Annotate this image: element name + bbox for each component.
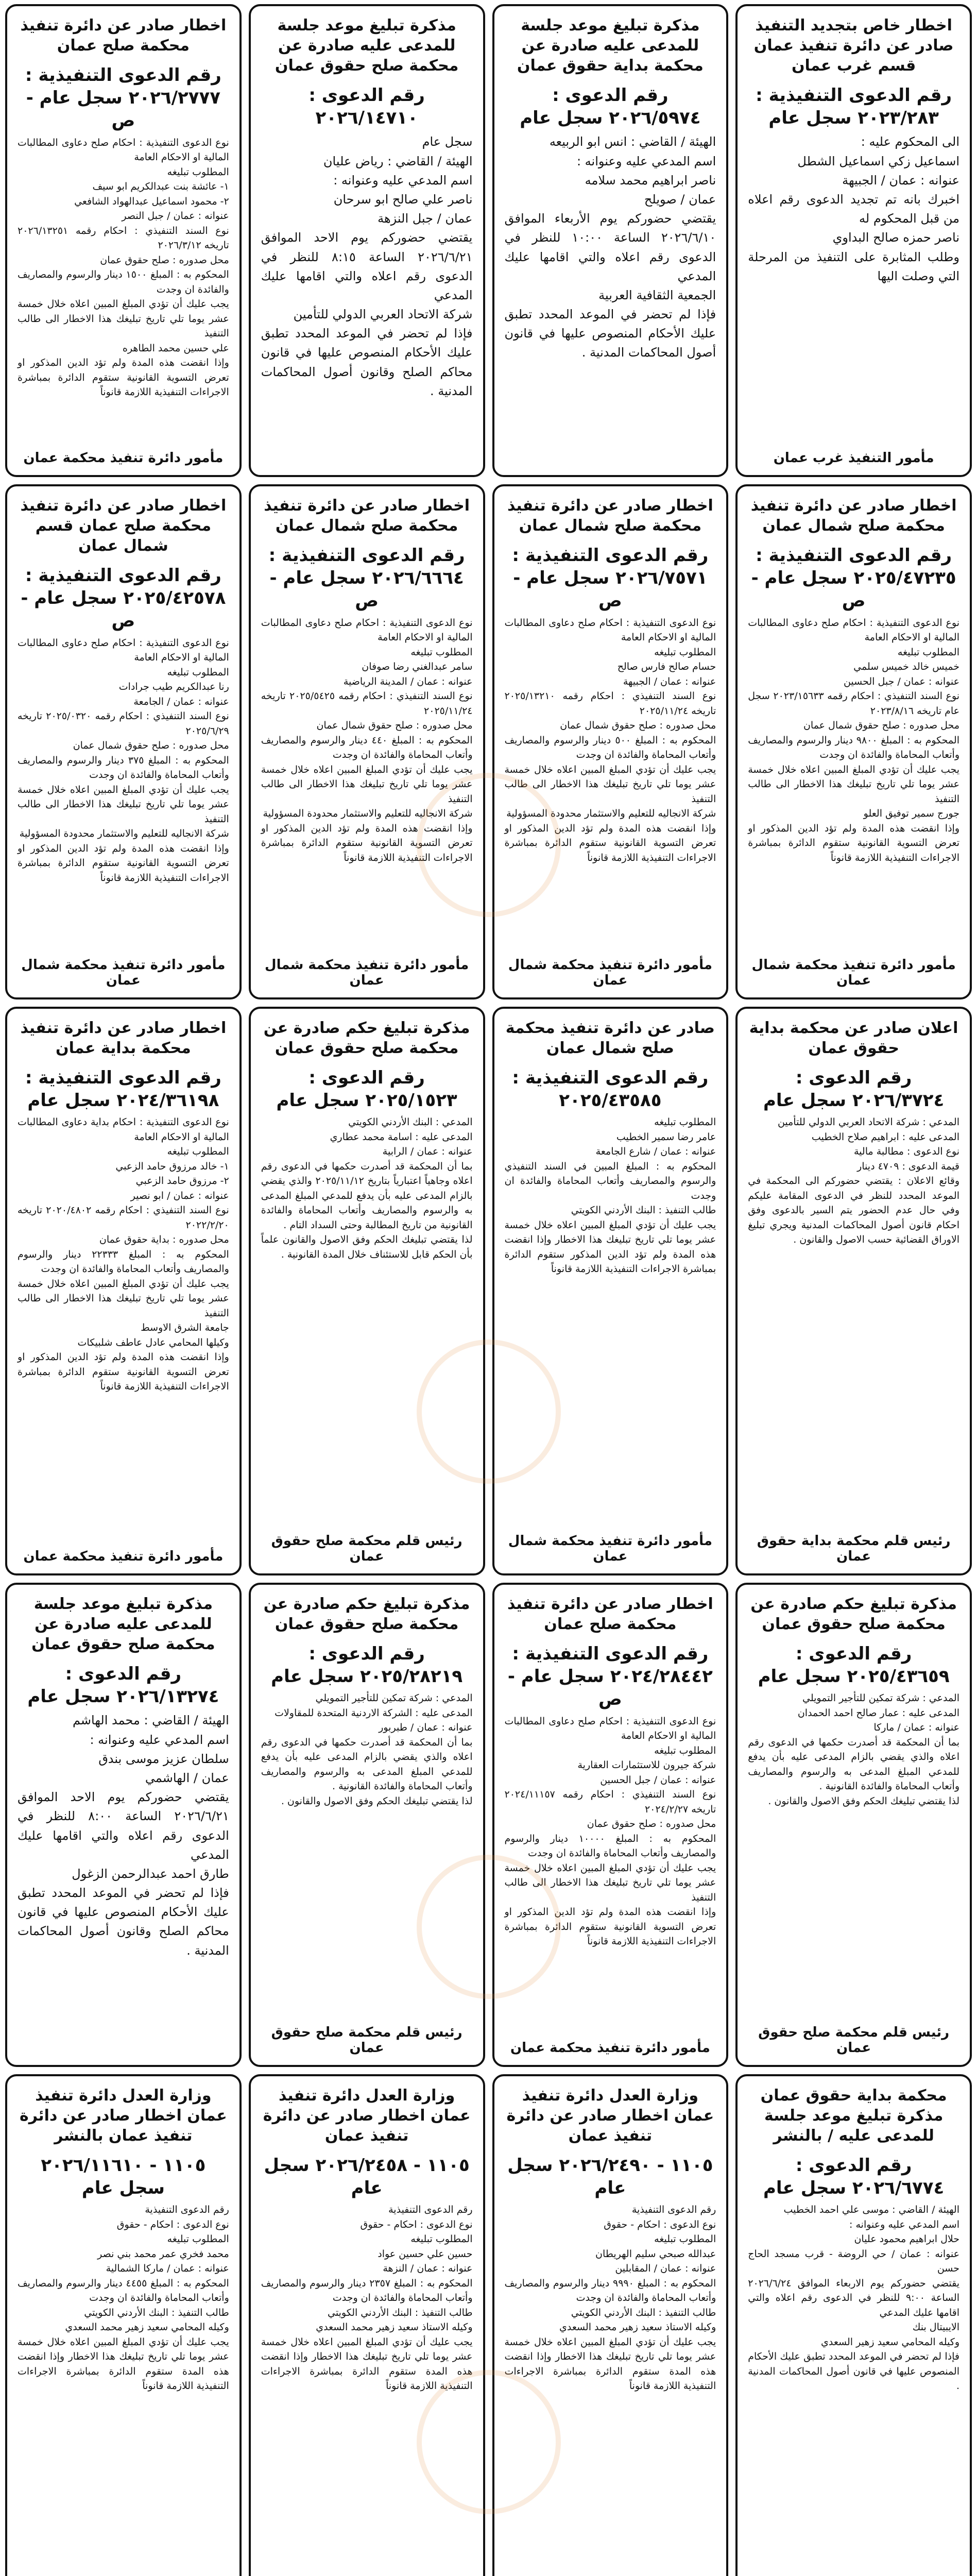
notice-box [5,4,242,477]
notice-body: المدعي : شركة تمكين للتأجير التمويلي المدعى عليه : عمار صالح احمد الحمدان عنوانه : عمان / ماركا بما أن المحكمة قد أصدرت حكمها في الدعوى رقم اعلاه والذي يقضي بالزام المدعى عليه بأن يدفع للمدعي المبلغ المدعى به والرسوم والمصاريف وأتعاب المحاماة والفائدة القانونية . لذا يقتضي تبليغك الحكم وفق الاصول والقانون . [748,1692,959,1807]
case-number: رقم الدعوى التنفيذية : ٢٠٢٥/٤٧٢٣٥ سجل عام - ص [751,545,956,612]
notice-body: رقم الدعوى التنفيذية نوع الدعوى : احكام - حقوق المطلوب تبليغه حسين علي حسين عواد عنوانه : عمان / النزهة المحكوم به : المبلغ ٢٣٥٧ دينار والرسوم والمصاريف وأتعاب المحاماة والفائدة ان وجدت طالب التنفيذ : البنك الأردني الكويتي وكيله الاستاذ سعيد زهير محمد السعدي يجب عليك أن تؤدي المبلغ المبين اعلاه خلال خمسة عشر يوما تلي تاريخ تبليغك هذا الاخطار وإذا انقضت هذه المدة ستقوم الدائرة بمباشرة الاجراءات التنفيذية اللازمة قانوناً [261,2204,473,2392]
notices-row-5 [5,2074,972,2576]
notice-title: وزارة العدل دائرة تنفيذ عمان اخطار صادر عن دائرة تنفيذ عمان بالنشر [20,2087,227,2145]
notice-title: مذكرة تبليغ موعد جلسة للمدعى عليه صادرة عن محكمة صلح حقوق عمان [275,16,459,75]
notice-signature: مأمور دائرة تنفيذ محكمة شمال عمان [265,957,469,988]
notice-body: الهيئة / القاضي : انس ابو الربيعه اسم المدعي عليه وعنوانه : ناصر ابراهيم محمد سلامه عمان / صويلح يقتضي حضوركم يوم الأربعاء الموافق ٢٠٢٦/٦/١٠ الساعة ١٠:٠٠ للنظر في الدعوى رقم اعلاه والتي اقامها عليك المدعي الجمعية الثقافية العربية فإذا لم تحضر في الموعد المحدد تطبق عليك الأحكام المنصوص عليها في قانون أصول المحاكمات المدنية . [504,134,716,360]
notices-row-4 [5,1583,972,2067]
notice-box [5,2074,242,2576]
notice-box [249,2074,485,2576]
notice-body: الهيئة / القاضي : محمد الهاشم اسم المدعي عليه وعنوانه : سلطان عزيز موسى بندق عمان / الهاشمي يقتضي حضوركم يوم الاحد الموافق ٢٠٢٦/٦/٢١ الساعة ٨:٠٠ للنظر في الدعوى رقم اعلاه والتي اقامها عليك المدعي طارق احمد عبدالرحمن الزغول فإذا لم تحضر في الموعد المحدد تطبق عليك الأحكام المنصوص عليها في قانون محاكم الصلح وقانون أصول المحاكمات المدنية . [18,1713,229,1958]
notice-title: اعلان صادر عن محكمة بداية حقوق عمان [749,1019,958,1057]
notice-title: اخطار صادر عن دائرة تنفيذ محكمة صلح شمال عمان [264,497,470,535]
case-number: رقم الدعوى التنفيذية : ٢٠٢٦/٧٥٧١ سجل عام - ص [512,545,709,612]
case-number: رقم الدعوى التنفيذية : ٢٠٢٦/٢٧٧٧ سجل عام - ص [25,65,221,131]
notice-signature: رئيس قلم محكمة بداية حقوق عمان [757,1533,951,1564]
notice-signature [505,461,716,466]
notice-body: الى المحكوم عليه : اسماعيل زكي اسماعيل الشطل عنوانه : عمان / الجبيهة اخبرك بانه تم تجديد الدعوى رقم اعلاه من قبل المحكوم له ناصر حمزه صالح البداوي وطلب المثابرة على التنفيذ من المرحلة التي وصلت اليها [748,134,959,283]
case-number: رقم الدعوى : ٢٠٢٦/٥٩٧٤ سجل عام [520,85,701,129]
notice-box [492,2074,729,2576]
notice-title: مذكرة تبليغ حكم صادرة عن محكمة صلح حقوق عمان [750,1595,957,1633]
notice-body: المدعي : البنك الأردني الكويتي المدعى عليه : اسامة محمد عطاري عنوانه : عمان / الرابية بما أن المحكمة قد أصدرت حكمها في الدعوى رقم اعلاه وجاهياً اعتبارياً بتاريخ ٢٠٢٥/١١/١٢ والذي يقضي بالزام المدعى عليه بأن يدفع للمدعي المبلغ المدعى به والرسوم والمصاريف وأتعاب المحاماة والفائدة القانونية من تاريخ المطالبة وحتى السداد التام . لذا يقتضي تبليغك الحكم وفق الاصول والقانون علماً بأن الحكم قابل للاستئناف خلال المدة القانونية . [261,1116,473,1260]
case-number: رقم الدعوى التنفيذية : ٢٠٢٣/٢٨٣ سجل عام [756,85,952,129]
notice-body: سجل عام الهيئة / القاضي : رياض عليان اسم المدعي عليه وعنوانه : ناصر علي صالح ابو سرحان عمان / جبل النزهة يقتضي حضوركم يوم الاحد الموافق ٢٠٢٦/٦/٢١ الساعة ٨:١٥ للنظر في الدعوى رقم اعلاه والتي اقامها عليك المدعي شركة الاتحاد العربي الدولي للتأمين فإذا لم تحضر في الموعد المحدد تطبق عليك الأحكام المنصوص عليها في قانون محاكم الصلح وقانون أصول المحاكمات المدنية . [261,134,473,398]
notice-title: مذكرة تبليغ موعد جلسة للمدعى عليه صادرة عن محكمة صلح حقوق عمان [31,1595,215,1653]
notice-body: المطلوب تبليغه عامر رضا سمير الخطيب عنوانه : عمان / شارع الجامعة المحكوم به : المبلغ المبين في السند التنفيذي والرسوم والمصاريف وأتعاب المحاماة والفائدة ان وجدت طالب التنفيذ : البنك الأردني الكويتي يجب عليك أن تؤدي المبلغ المبين اعلاه خلال خمسة عشر يوما تلي تاريخ تبليغك هذا الاخطار وإذا انقضت هذه المدة ولم تؤد الدين المذكور ستقوم الدائرة بمباشرة الاجراءات التنفيذية اللازمة قانوناً [504,1116,716,1275]
notice-box [249,1007,485,1575]
notice-body: نوع الدعوى التنفيذية : احكام صلح دعاوى المطالبات المالية او الاحكام العامة المطلوب تبليغه حسام صالح فارس صالح عنوانه : عمان / الجبيهة نوع السند التنفيذي : احكام رقمه ٢٠٢٥/١٣٢١٠ تاريخه ٢٠٢٥/١١/٢٤ محل صدوره : صلح حقوق شمال عمان المحكوم به : المبلغ ٥٠٠ دينار والرسوم والمصاريف وأتعاب المحاماة والفائدة ان وجدت يجب عليك أن تؤدي المبلغ المبين اعلاه خلال خمسة عشر يوما تلي تاريخ تبليغك هذا الاخطار الى طالب التنفيذ شركة الانجاليه للتعليم والاستثمار محدودة المسؤولية وإذا انقضت هذه المدة ولم تؤد الدين المذكور او تعرض التسوية القانونية ستقوم الدائرة بمباشرة الاجراءات التنفيذية اللازمة قانوناً [504,617,716,863]
notice-title: وزارة العدل دائرة تنفيذ عمان اخطار صادر عن دائرة تنفيذ عمان [263,2087,471,2145]
case-number: ١١٠٥ - ٢٠٢٦/١١٦١٠ سجل عام [41,2155,206,2199]
notice-box [5,484,242,999]
notice-signature: رئيس قلم محكمة صلح حقوق عمان [271,2025,462,2056]
notices-row-1 [5,4,972,477]
notice-title: اخطار صادر عن دائرة تنفيذ محكمة بداية عمان [20,1019,227,1057]
case-number: رقم الدعوى : ٢٠٢٦/١٤٧١٠ [308,85,425,129]
case-number: رقم الدعوى : ٢٠٢٦/٣٧٢٤ سجل عام [763,1067,945,1111]
notice-box [5,1007,242,1575]
notice-signature: مأمور دائرة تنفيذ محكمة شمال عمان [751,957,956,988]
notice-signature: مأمور دائرة تنفيذ محكمة شمال عمان [21,957,226,988]
notice-body: الهيئة / القاضي : موسى علي احمد الخطيب اسم المدعي عليه وعنوانه : حلال ابراهيم محمود عليان عنوانه : عمان / حي الروضة - قرب مسجد الحاج حسن يقتضي حضوركم يوم الاربعاء الموافق ٢٠٢٦/٦/٢٤ الساعة ٩:٠٠ للنظر في الدعوى رقم اعلاه والتي اقامها عليك المدعي الايبيتال بنك وكيله المحامي سعيد زهير السعدي فإذا لم تحضر في الموعد المحدد تطبق عليك الأحكام المنصوص عليها في قانون أصول المحاكمات المدنية . [748,2204,959,2392]
notices-row-2 [5,484,972,999]
notice-body: نوع الدعوى التنفيذية : احكام بداية دعاوى المطالبات المالية او الاحكام العامة المطلوب تبليغه ١- خالد مرزوق حامد الزعبي ٢- مرزوق حامد الزعبي عنوانه : عمان / ابو نصير نوع السند التنفيذي : احكام رقمه ٢٠٢٠/٤٨٠٢ تاريخه ٢٠٢٢/٢/٢٠ محل صدوره : بداية حقوق عمان المحكوم به : المبلغ ٢٢٣٣٣ دينار والرسوم والمصاريف وأتعاب المحاماة والفائدة ان وجدت يجب عليك أن تؤدي المبلغ المبين اعلاه خلال خمسة عشر يوما تلي تاريخ تبليغك هذا الاخطار الى طالب التنفيذ جامعة الشرق الاوسط وكيلها المحامي عادل عاطف شلبيكات وإذا انقضت هذه المدة ولم تؤد الدين المذكور او تعرض التسوية القانونية ستقوم الدائرة بمباشرة الاجراءات التنفيذية اللازمة قانوناً [18,1116,229,1393]
notice-title: اخطار صادر عن دائرة تنفيذ محكمة صلح عمان [507,1595,713,1633]
notice-title: مذكرة تبليغ موعد جلسة للمدعى عليه صادرة عن محكمة بداية حقوق عمان [517,16,704,75]
notice-box [735,1007,972,1575]
notice-body: نوع الدعوى التنفيذية : احكام صلح دعاوى المطالبات المالية او الاحكام العامة المطلوب تبليغه سامر عبدالغني رضا صوفان عنوانه : عمان / المدينة الرياضية نوع السند التنفيذي : احكام رقمه ٢٠٢٥/٥٤٢٥ تاريخه ٢٠٢٥/١١/٢٤ محل صدوره : صلح حقوق شمال عمان المحكوم به : المبلغ ٤٤٠ دينار والرسوم والمصاريف وأتعاب المحاماة والفائدة ان وجدت يجب عليك أن تؤدي المبلغ المبين اعلاه خلال خمسة عشر يوما تلي تاريخ تبليغك هذا الاخطار الى طالب التنفيذ شركة الانجاليه للتعليم والاستثمار محدودة المسؤولية وإذا انقضت هذه المدة ولم تؤد الدين المذكور او تعرض التسوية القانونية ستقوم الدائرة بمباشرة الاجراءات التنفيذية اللازمة قانوناً [261,617,473,863]
notice-body: نوع الدعوى التنفيذية : احكام صلح دعاوى المطالبات المالية او الاحكام العامة المطلوب تبليغه رنا عبدالكريم طيب جرادات عنوانه : عمان / الجامعة نوع السند التنفيذي : احكام رقمه ٢٠٢٥/٠٣٢٠ تاريخه ٢٠٢٥/٦/٢٩ محل صدوره : صلح حقوق شمال عمان المحكوم به : المبلغ ٣٧٥ دينار والرسوم والمصاريف وأتعاب المحاماة والفائدة ان وجدت يجب عليك أن تؤدي المبلغ المبين اعلاه خلال خمسة عشر يوما تلي تاريخ تبليغك هذا الاخطار الى طالب التنفيذ شركة الانجاليه للتعليم والاستثمار محدودة المسؤولية وإذا انقضت هذه المدة ولم تؤد الدين المذكور او تعرض التسوية القانونية ستقوم الدائرة بمباشرة الاجراءات التنفيذية اللازمة قانوناً [18,637,229,884]
notice-box [735,2074,972,2576]
notice-signature [18,2050,229,2056]
case-number: ١١٠٥ - ٢٠٢٦/٢٤٥٨ سجل عام [264,2155,470,2199]
case-number: رقم الدعوى : ٢٠٢٥/٤٣٦٥٩ سجل عام [758,1643,950,1687]
notice-body: المدعي : شركة تمكين للتأجير التمويلي المدعى عليه : الشركة الاردنية المتحدة للمقاولات عنوانه : عمان / طبربور بما أن المحكمة قد أصدرت حكمها في الدعوى رقم اعلاه والذي يقضي بالزام المدعى عليه بأن يدفع للمدعي المبلغ المدعى به والرسوم والمصاريف وأتعاب المحاماة والفائدة القانونية . لذا يقتضي تبليغك الحكم وفق الاصول والقانون . [261,1692,473,1807]
notice-title: محكمة بداية حقوق عمان مذكرة تبليغ موعد جلسة للمدعى عليه / بالنشر [760,2087,947,2145]
case-number: رقم الدعوى التنفيذية : ٢٠٢٥/٤٢٥٧٨ سجل عام - ص [21,565,226,632]
case-number: رقم الدعوى التنفيذية : ٢٠٢٦/٦٦٦٤ سجل عام - ص [268,545,465,612]
notice-title: وزارة العدل دائرة تنفيذ عمان اخطار صادر عن دائرة تنفيذ عمان [506,2087,714,2145]
notice-box [492,1583,729,2067]
notice-signature: مأمور دائرة تنفيذ محكمة شمال عمان [508,957,712,988]
notice-box [735,484,972,999]
case-number: رقم الدعوى : ٢٠٢٥/٢٨٢١٩ سجل عام [271,1643,463,1687]
notice-title: اخطار صادر عن دائرة تنفيذ محكمة صلح عمان قسم شمال عمان [20,497,227,555]
notice-body: رقم الدعوى التنفيذية نوع الدعوى : احكام - حقوق المطلوب تبليغه محمد فخري عمر محمد بني نصر عنوانه : عمان / ماركا الشمالية المحكوم به : المبلغ ٤٤٥٥ دينار والرسوم والمصاريف وأتعاب المحاماة والفائدة ان وجدت طالب التنفيذ : البنك الأردني الكويتي وكيله المحامي سعيد زهير محمد السعدي يجب عليك أن تؤدي المبلغ المبين اعلاه خلال خمسة عشر يوما تلي تاريخ تبليغك هذا الاخطار وإذا انقضت هذه المدة ستقوم الدائرة بمباشرة الاجراءات التنفيذية اللازمة قانوناً [18,2204,229,2392]
case-number: رقم الدعوى التنفيذية : ٢٠٢٤/٢٨٤٤٢ سجل عام - ص [507,1643,713,1710]
notice-box [735,1583,972,2067]
notice-signature: مأمور التنفيذ غرب عمان [773,450,934,466]
notice-title: اخطار صادر عن دائرة تنفيذ محكمة صلح شمال عمان [750,497,957,535]
notice-box [735,4,972,477]
case-number: ١١٠٥ - ٢٠٢٦/٢٤٩٠ سجل عام [507,2155,713,2199]
notice-body: نوع الدعوى التنفيذية : احكام صلح دعاوى المطالبات المالية او الاحكام العامة المطلوب تبليغه شركة جيرون للاستثمارات العقارية عنوانه : عمان / جبل الحسين نوع السند التنفيذي : احكام رقمه ٢٠٢٤/١١١٥٧ تاريخه ٢٠٢٤/٢/٢٧ محل صدوره : صلح حقوق عمان المحكوم به : المبلغ ١٠٠٠٠ دينار والرسوم والمصاريف وأتعاب المحاماة والفائدة ان وجدت يجب عليك أن تؤدي المبلغ المبين اعلاه خلال خمسة عشر يوما تلي تاريخ تبليغك هذا الاخطار الى طالب التنفيذ وإذا انقضت هذه المدة ولم تؤد الدين المذكور او تعرض التسوية القانونية ستقوم الدائرة بمباشرة الاجراءات التنفيذية اللازمة قانوناً [504,1715,716,1947]
notice-title: مذكرة تبليغ حكم صادرة عن محكمة صلح حقوق عمان [263,1595,470,1633]
notice-title: اخطار خاص بتجديد التنفيذ صادر عن دائرة تنفيذ عمان قسم غرب عمان [753,16,954,75]
notice-signature: مأمور دائرة تنفيذ محكمة شمال عمان [508,1533,712,1564]
notice-signature: مأمور دائرة تنفيذ محكمة عمان [510,2040,710,2056]
case-number: رقم الدعوى : ٢٠٢٦/١٣٢٧٤ سجل عام [27,1664,219,1707]
notice-signature: مأمور دائرة تنفيذ محكمة عمان [23,1549,224,1564]
notice-box [249,1583,485,2067]
notice-title: اخطار صادر عن دائرة تنفيذ محكمة صلح عمان [20,16,227,55]
notice-signature: رئيس قلم محكمة صلح حقوق عمان [758,2025,950,2056]
case-number: رقم الدعوى : ٢٠٢٦/٦٧٧٤ سجل عام [763,2155,945,2199]
notice-box [492,484,729,999]
notice-body: المدعي : شركة الاتحاد العربي الدولي للتأمين المدعى عليه : ابراهيم صلاح الخطيب نوع الدعوى : مطالبة مالية قيمة الدعوى : ٤٧٠٩ دينار وقائع الاعلان : يقتضي حضوركم الى المحكمة في الموعد المحدد للنظر في الدعوى المقامة عليكم وفي حال عدم الحضور يتم السير بالدعوى وفق احكام قانون أصول المحاكمات المدنية ويجري تبليغ الاوراق القضائية حسب الاصول والقانون . [748,1116,959,1246]
notice-box [5,1583,242,2067]
notice-box [492,1007,729,1575]
notice-signature: مأمور دائرة تنفيذ محكمة عمان [23,450,224,466]
case-number: رقم الدعوى التنفيذية : ٢٠٢٥/٤٣٥٨٥ [512,1067,709,1111]
notice-title: اخطار صادر عن دائرة تنفيذ محكمة صلح شمال عمان [507,497,713,535]
notice-signature [261,461,473,466]
case-number: رقم الدعوى : ٢٠٢٥/١٥٢٣ سجل عام [276,1067,457,1111]
notice-title: صادر عن دائرة تنفيذ محكمة صلح شمال عمان [505,1019,715,1057]
case-number: رقم الدعوى التنفيذية : ٢٠٢٤/٣٦١٩٨ سجل عام [25,1067,221,1111]
notice-body: نوع الدعوى التنفيذية : احكام صلح دعاوى المطالبات المالية او الاحكام العامة المطلوب تبليغه ١- عائشة بنت عبدالكريم ابو سيف ٢- محمود اسماعيل عبدالهواد الشافعي عنوانه : عمان / جبل النصر نوع السند التنفيذي : احكام رقمه ٢٠٢٦/١٣٢٥١ تاريخه ٢٠٢٦/٣/١٢ محل صدوره : صلح حقوق عمان المحكوم به : المبلغ ١٥٠٠ دينار والرسوم والمصاريف والفائدة ان وجدت يجب عليك أن تؤدي المبلغ المبين اعلاه خلال خمسة عشر يوما تلي تاريخ تبليغك هذا الاخطار الى طالب التنفيذ علي حسين محمد الطاهره وإذا انقضت هذه المدة ولم تؤد الدين المذكور او تعرض التسوية القانونية ستقوم الدائرة بمباشرة الاجراءات التنفيذية اللازمة قانوناً [18,137,229,398]
notice-box [249,484,485,999]
notice-box [249,4,485,477]
notice-body: رقم الدعوى التنفيذية نوع الدعوى : احكام - حقوق المطلوب تبليغه عبدالله صبحي سليم الهريطان عنوانه : عمان / المقابلين المحكوم به : المبلغ ٩٩٩٠ دينار والرسوم والمصاريف وأتعاب المحاماة والفائدة ان وجدت طالب التنفيذ : البنك الأردني الكويتي وكيله الاستاذ سعيد زهير محمد السعدي يجب عليك أن تؤدي المبلغ المبين اعلاه خلال خمسة عشر يوما تلي تاريخ تبليغك هذا الاخطار وإذا انقضت هذه المدة ستقوم الدائرة بمباشرة الاجراءات التنفيذية اللازمة قانوناً [504,2204,716,2392]
notice-box [492,4,729,477]
notice-body: نوع الدعوى التنفيذية : احكام صلح دعاوى المطالبات المالية او الاحكام العامة المطلوب تبليغه خميس خالد خميس سلمي عنوانه : عمان / جبل الحسين نوع السند التنفيذي : احكام رقمه ٢٠٢٣/١٥٦٣٣ سجل عام تاريخه ٢٠٢٣/٨/١٦ محل صدوره : صلح حقوق شمال عمان المحكوم به : المبلغ ٩٨٠٠ دينار والرسوم والمصاريف وأتعاب المحاماة والفائدة ان وجدت يجب عليك أن تؤدي المبلغ المبين اعلاه خلال خمسة عشر يوما تلي تاريخ تبليغك هذا الاخطار الى طالب التنفيذ جورج سمير توفيق العلو وإذا انقضت هذه المدة ولم تؤد الدين المذكور او تعرض التسوية القانونية ستقوم الدائرة بمباشرة الاجراءات التنفيذية اللازمة قانوناً [748,617,959,863]
notices-row-3 [5,1007,972,1575]
notice-title: مذكرة تبليغ حكم صادرة عن محكمة صلح حقوق عمان [263,1019,470,1057]
notice-signature: رئيس قلم محكمة صلح حقوق عمان [271,1533,462,1564]
